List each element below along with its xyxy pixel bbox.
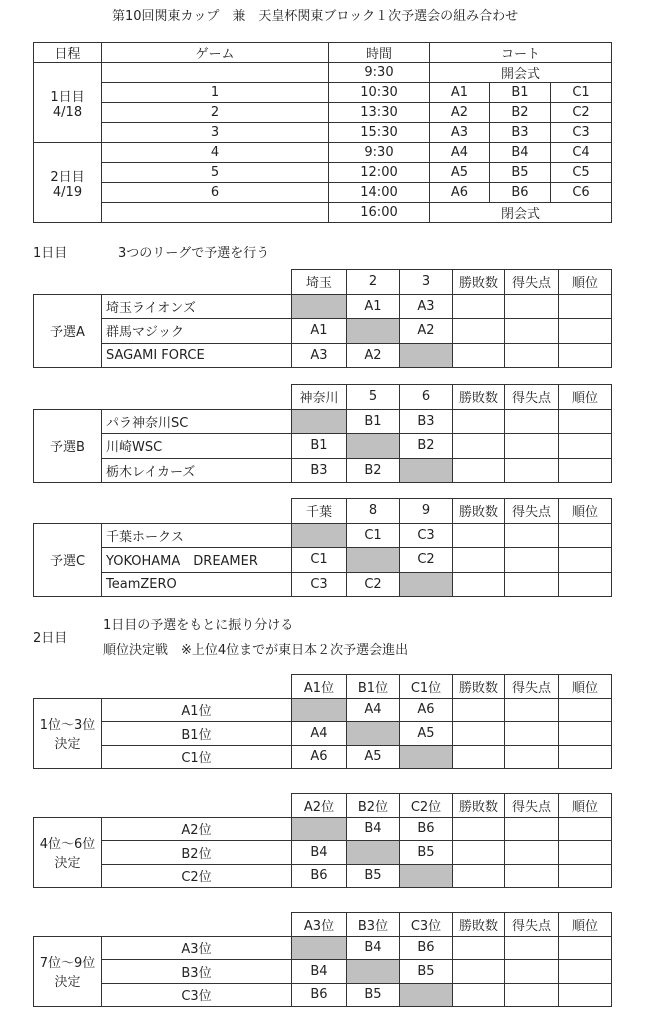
ranking-decide: 決定 xyxy=(54,975,81,991)
result-cell xyxy=(505,523,559,548)
day2-name: 2日目 xyxy=(50,169,85,185)
league-name: 予選B xyxy=(34,409,102,483)
result-cell xyxy=(559,523,612,548)
result-cell xyxy=(453,434,505,459)
court-cell: B1 xyxy=(490,83,551,103)
match-cell: C3 xyxy=(400,523,453,548)
league-header-row xyxy=(34,499,612,524)
blank-cell xyxy=(102,385,292,410)
schedule-row xyxy=(34,63,612,83)
court-cell: C2 xyxy=(551,103,612,123)
day1-date: 4/18 xyxy=(52,104,83,120)
schedule-row xyxy=(34,163,612,183)
team-row xyxy=(34,745,612,769)
opponent-header: 2 xyxy=(347,270,400,295)
schedule-table xyxy=(33,42,612,223)
court-cell: A2 xyxy=(430,103,490,123)
team-name: A3位 xyxy=(102,936,292,960)
self-match-cell xyxy=(400,864,453,888)
blank-cell xyxy=(34,385,102,410)
ranking-range: 1位～3位 xyxy=(39,718,96,734)
blank-cell xyxy=(102,913,292,937)
opponent-header: 3 xyxy=(400,270,453,295)
match-cell: B5 xyxy=(400,960,453,984)
league-name: 予選C xyxy=(34,523,102,597)
result-cell xyxy=(559,722,612,746)
result-cell xyxy=(453,319,505,344)
match-cell: B6 xyxy=(292,864,347,888)
result-cell xyxy=(505,864,559,888)
league-name: 予選A xyxy=(34,294,102,368)
opponent-header: 5 xyxy=(347,385,400,410)
match-cell: A2 xyxy=(400,319,453,344)
game-cell xyxy=(102,203,329,223)
self-match-cell xyxy=(292,817,347,841)
result-cell xyxy=(453,983,505,1007)
result-cell xyxy=(505,745,559,769)
match-cell: C1 xyxy=(347,523,400,548)
result-header: 順位 xyxy=(559,675,612,699)
team-row xyxy=(34,864,612,888)
ranking-table-3 xyxy=(33,912,612,1007)
result-header: 順位 xyxy=(559,270,612,295)
team-row xyxy=(34,458,612,483)
result-header: 勝敗数 xyxy=(453,270,505,295)
result-header: 得失点 xyxy=(505,385,559,410)
opponent-header: C3位 xyxy=(400,913,453,937)
court-cell: C3 xyxy=(551,123,612,143)
blank-cell xyxy=(34,499,102,524)
result-cell xyxy=(559,572,612,597)
match-cell: B4 xyxy=(347,817,400,841)
header-date: 日程 xyxy=(34,43,102,63)
result-cell xyxy=(453,745,505,769)
opponent-header: C1位 xyxy=(400,675,453,699)
result-cell xyxy=(505,698,559,722)
ranking-table-1 xyxy=(33,674,612,769)
game-cell: 3 xyxy=(102,123,329,143)
league-header-row xyxy=(34,270,612,295)
court-cell: A6 xyxy=(430,183,490,203)
result-cell xyxy=(453,409,505,434)
day1-cell xyxy=(34,63,102,143)
result-cell xyxy=(559,841,612,865)
ranking-decide: 決定 xyxy=(54,856,81,872)
result-cell xyxy=(453,458,505,483)
blank-cell xyxy=(102,270,292,295)
court-cell: B3 xyxy=(490,123,551,143)
team-name: B3位 xyxy=(102,960,292,984)
time-cell: 14:00 xyxy=(329,183,430,203)
court-cell: C1 xyxy=(551,83,612,103)
opponent-header: B2位 xyxy=(347,794,400,818)
league-table-a xyxy=(33,269,612,368)
time-cell: 12:00 xyxy=(329,163,430,183)
team-name: B2位 xyxy=(102,841,292,865)
result-cell xyxy=(453,343,505,368)
court-cell: A3 xyxy=(430,123,490,143)
header-game: ゲーム xyxy=(102,43,329,63)
result-cell xyxy=(505,409,559,434)
team-row xyxy=(34,343,612,368)
team-name: C2位 xyxy=(102,864,292,888)
self-match-cell xyxy=(400,458,453,483)
match-cell: B5 xyxy=(400,841,453,865)
self-match-cell xyxy=(292,409,347,434)
team-row xyxy=(34,523,612,548)
match-cell: B1 xyxy=(292,434,347,459)
result-header: 順位 xyxy=(559,499,612,524)
schedule-row xyxy=(34,103,612,123)
match-cell: A6 xyxy=(400,698,453,722)
result-cell xyxy=(453,936,505,960)
result-cell xyxy=(559,936,612,960)
match-cell: B6 xyxy=(292,983,347,1007)
schedule-row xyxy=(34,203,612,223)
day1-label: 1日目 xyxy=(33,246,68,261)
result-cell xyxy=(453,960,505,984)
self-match-cell xyxy=(292,698,347,722)
result-cell xyxy=(559,548,612,573)
self-match-cell xyxy=(292,936,347,960)
game-cell: 1 xyxy=(102,83,329,103)
result-header: 勝敗数 xyxy=(453,499,505,524)
ranking-name xyxy=(34,817,102,888)
result-cell xyxy=(505,343,559,368)
match-cell: B4 xyxy=(292,841,347,865)
blank-cell xyxy=(102,499,292,524)
result-cell xyxy=(505,458,559,483)
team-name: A2位 xyxy=(102,817,292,841)
result-cell xyxy=(505,572,559,597)
blank-cell xyxy=(34,913,102,937)
result-cell xyxy=(505,960,559,984)
result-header: 勝敗数 xyxy=(453,794,505,818)
match-cell: B2 xyxy=(400,434,453,459)
team-name: 千葉ホークス xyxy=(102,523,292,548)
result-cell xyxy=(559,983,612,1007)
league-table-c xyxy=(33,498,612,597)
result-cell xyxy=(453,548,505,573)
game-cell: 5 xyxy=(102,163,329,183)
self-match-cell xyxy=(347,434,400,459)
court-cell: A1 xyxy=(430,83,490,103)
day1-name: 1日目 xyxy=(50,89,85,105)
court-cell: B5 xyxy=(490,163,551,183)
league-table-b xyxy=(33,384,612,483)
opponent-header: 8 xyxy=(347,499,400,524)
schedule-row xyxy=(34,123,612,143)
result-cell xyxy=(505,294,559,319)
match-cell: A1 xyxy=(347,294,400,319)
match-cell: B4 xyxy=(292,960,347,984)
blank-cell xyxy=(34,675,102,699)
result-cell xyxy=(559,960,612,984)
result-cell xyxy=(453,698,505,722)
opponent-header: 6 xyxy=(400,385,453,410)
result-cell xyxy=(505,841,559,865)
time-cell: 10:30 xyxy=(329,83,430,103)
team-name: B1位 xyxy=(102,722,292,746)
game-cell: 2 xyxy=(102,103,329,123)
result-header: 得失点 xyxy=(505,499,559,524)
result-cell xyxy=(505,936,559,960)
opponent-header: 埼玉 xyxy=(292,270,347,295)
day2-cell xyxy=(34,143,102,223)
ranking-name xyxy=(34,936,102,1007)
result-cell xyxy=(559,458,612,483)
team-name: 群馬マジック xyxy=(102,319,292,344)
result-header: 得失点 xyxy=(505,913,559,937)
match-cell: C2 xyxy=(347,572,400,597)
team-name: A1位 xyxy=(102,698,292,722)
self-match-cell xyxy=(400,983,453,1007)
opponent-header: C2位 xyxy=(400,794,453,818)
self-match-cell xyxy=(347,319,400,344)
schedule-row xyxy=(34,143,612,163)
match-cell: B3 xyxy=(292,458,347,483)
court-cell: B6 xyxy=(490,183,551,203)
self-match-cell xyxy=(347,548,400,573)
day2-line2: 順位決定戦 ※上位4位までが東日本２次予選会進出 xyxy=(103,643,409,658)
self-match-cell xyxy=(347,960,400,984)
team-row xyxy=(34,434,612,459)
court-cell: A4 xyxy=(430,143,490,163)
match-cell: A4 xyxy=(292,722,347,746)
result-cell xyxy=(453,864,505,888)
result-cell xyxy=(453,841,505,865)
team-row xyxy=(34,698,612,722)
ranking-range: 4位～6位 xyxy=(39,837,96,853)
result-cell xyxy=(559,319,612,344)
result-cell xyxy=(505,983,559,1007)
ranking-header-row xyxy=(34,675,612,699)
league-header-row xyxy=(34,385,612,410)
result-header: 勝敗数 xyxy=(453,675,505,699)
result-cell xyxy=(453,572,505,597)
result-cell xyxy=(559,409,612,434)
match-cell: A4 xyxy=(347,698,400,722)
result-header: 順位 xyxy=(559,794,612,818)
result-cell xyxy=(453,817,505,841)
team-row xyxy=(34,722,612,746)
match-cell: B3 xyxy=(400,409,453,434)
match-cell: A3 xyxy=(292,343,347,368)
opponent-header: B3位 xyxy=(347,913,400,937)
match-cell: A5 xyxy=(400,722,453,746)
team-name: 栃木レイカーズ xyxy=(102,458,292,483)
match-cell: B6 xyxy=(400,817,453,841)
match-cell: A1 xyxy=(292,319,347,344)
court-cell: B4 xyxy=(490,143,551,163)
page-title: 第10回関東カップ 兼 天皇杯関東ブロック１次予選会の組み合わせ xyxy=(112,9,519,24)
result-cell xyxy=(559,698,612,722)
team-row xyxy=(34,936,612,960)
match-cell: A6 xyxy=(292,745,347,769)
self-match-cell xyxy=(400,343,453,368)
result-cell xyxy=(559,817,612,841)
game-cell: 6 xyxy=(102,183,329,203)
opponent-header: B1位 xyxy=(347,675,400,699)
team-row xyxy=(34,294,612,319)
opponent-header: 神奈川 xyxy=(292,385,347,410)
team-name: SAGAMI FORCE xyxy=(102,343,292,368)
result-cell xyxy=(505,319,559,344)
court-cell: C6 xyxy=(551,183,612,203)
result-header: 勝敗数 xyxy=(453,385,505,410)
match-cell: B1 xyxy=(347,409,400,434)
result-cell xyxy=(559,434,612,459)
team-row xyxy=(34,409,612,434)
match-cell: B2 xyxy=(347,458,400,483)
match-cell: C3 xyxy=(292,572,347,597)
self-match-cell xyxy=(292,523,347,548)
court-cell: B2 xyxy=(490,103,551,123)
blank-cell xyxy=(34,794,102,818)
result-cell xyxy=(505,434,559,459)
opponent-header: A1位 xyxy=(292,675,347,699)
result-cell xyxy=(453,294,505,319)
ranking-header-row xyxy=(34,913,612,937)
team-name: 埼玉ライオンズ xyxy=(102,294,292,319)
result-header: 得失点 xyxy=(505,794,559,818)
match-cell: B5 xyxy=(347,983,400,1007)
result-cell xyxy=(505,548,559,573)
ranking-range: 7位～9位 xyxy=(39,956,96,972)
ranking-header-row xyxy=(34,794,612,818)
match-cell: A5 xyxy=(347,745,400,769)
team-row xyxy=(34,983,612,1007)
team-row xyxy=(34,572,612,597)
team-row xyxy=(34,960,612,984)
day2-line1: 1日目の予選をもとに振り分ける xyxy=(103,618,294,633)
match-cell: A2 xyxy=(347,343,400,368)
team-row xyxy=(34,841,612,865)
day2-label: 2日目 xyxy=(33,631,68,646)
time-cell: 15:30 xyxy=(329,123,430,143)
match-cell: B6 xyxy=(400,936,453,960)
match-cell: A3 xyxy=(400,294,453,319)
team-row xyxy=(34,319,612,344)
time-cell: 16:00 xyxy=(329,203,430,223)
team-name: YOKOHAMA DREAMER xyxy=(102,548,292,573)
schedule-header-row xyxy=(34,43,612,63)
ranking-decide: 決定 xyxy=(54,737,81,753)
court-cell: A5 xyxy=(430,163,490,183)
schedule-row xyxy=(34,83,612,103)
team-name: C1位 xyxy=(102,745,292,769)
match-cell: C1 xyxy=(292,548,347,573)
day2-date: 4/19 xyxy=(52,184,83,200)
opponent-header: A2位 xyxy=(292,794,347,818)
result-header: 得失点 xyxy=(505,270,559,295)
court-cell: C5 xyxy=(551,163,612,183)
result-cell xyxy=(559,294,612,319)
ceremony-cell: 閉会式 xyxy=(430,203,612,223)
self-match-cell xyxy=(347,841,400,865)
self-match-cell xyxy=(347,722,400,746)
ranking-name xyxy=(34,698,102,769)
result-cell xyxy=(505,817,559,841)
schedule-row xyxy=(34,183,612,203)
result-cell xyxy=(505,722,559,746)
opponent-header: A3位 xyxy=(292,913,347,937)
time-cell: 9:30 xyxy=(329,143,430,163)
match-cell: C2 xyxy=(400,548,453,573)
game-cell xyxy=(102,63,329,83)
team-name: TeamZERO xyxy=(102,572,292,597)
team-row xyxy=(34,548,612,573)
team-name: パラ神奈川SC xyxy=(102,409,292,434)
blank-cell xyxy=(34,270,102,295)
opponent-header: 千葉 xyxy=(292,499,347,524)
result-cell xyxy=(559,864,612,888)
self-match-cell xyxy=(292,294,347,319)
team-name: C3位 xyxy=(102,983,292,1007)
header-time: 時間 xyxy=(329,43,430,63)
game-cell: 4 xyxy=(102,143,329,163)
opponent-header: 9 xyxy=(400,499,453,524)
time-cell: 13:30 xyxy=(329,103,430,123)
result-header: 勝敗数 xyxy=(453,913,505,937)
match-cell: B4 xyxy=(347,936,400,960)
team-row xyxy=(34,817,612,841)
blank-cell xyxy=(102,794,292,818)
result-cell xyxy=(453,722,505,746)
ceremony-cell: 開会式 xyxy=(430,63,612,83)
ranking-table-2 xyxy=(33,793,612,888)
result-cell xyxy=(559,745,612,769)
self-match-cell xyxy=(400,745,453,769)
result-header: 順位 xyxy=(559,913,612,937)
match-cell: B5 xyxy=(347,864,400,888)
header-court: コート xyxy=(430,43,612,63)
self-match-cell xyxy=(400,572,453,597)
blank-cell xyxy=(102,675,292,699)
time-cell: 9:30 xyxy=(329,63,430,83)
result-cell xyxy=(453,523,505,548)
day1-note: 3つのリーグで予選を行う xyxy=(118,246,270,261)
team-name: 川崎WSC xyxy=(102,434,292,459)
result-header: 得失点 xyxy=(505,675,559,699)
result-header: 順位 xyxy=(559,385,612,410)
result-cell xyxy=(559,343,612,368)
court-cell: C4 xyxy=(551,143,612,163)
